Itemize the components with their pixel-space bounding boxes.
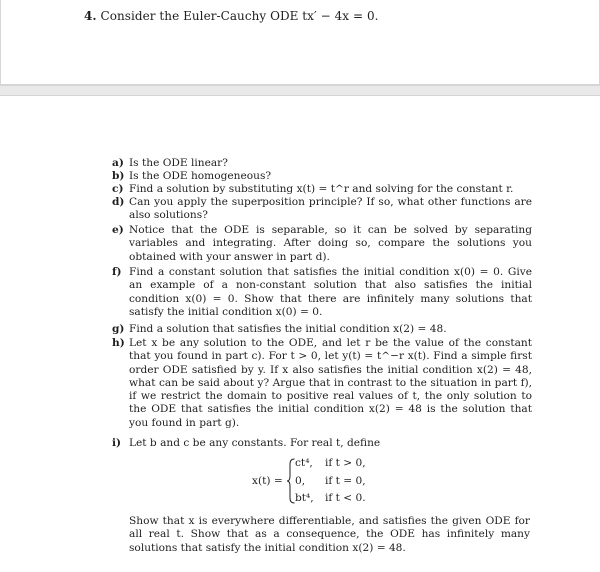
part-text: Let x be any solution to the ODE, and let r be the value of the constant that you found in part c). For t > 0, let y(t) = t^−r x(t). Find a simple first order ODE satisfied by y. If x also satisfies the initial condition x(2) = 48, what can be said about y? Argue that in contrast to the situation in part f), if we restrict the domain to positive real values of t, the only solution to the ODE that satisfies the initial condition x(2) = 48 is the solution that you found in part g). [129, 337, 532, 429]
part-label: g) [112, 323, 125, 335]
part-i [112, 437, 532, 450]
part-label: d) [112, 196, 125, 208]
part-text: Find a constant solution that satisfies the initial condition x(0) = 0. Give an example of a non-constant solution that also satisfies the initial condition x(0) = 0. Show that there are infinitely many solutions that satisfy the initial condition x(0) = 0. [129, 266, 532, 318]
piecewise-lhs: x(t) = [252, 475, 283, 487]
piecewise-case [295, 457, 366, 469]
part-text: Is the ODE linear? [129, 157, 228, 169]
piecewise-case [295, 492, 366, 504]
part-text: Notice that the ODE is separable, so it can be solved by separating variables and integrating. After doing so, compare the solutions you obtained with your answer in part d). [129, 224, 532, 263]
case-condition: if t = 0, [325, 475, 366, 487]
case-expression: ct⁴, [295, 457, 313, 469]
part-c [112, 183, 532, 196]
part-label: c) [112, 183, 124, 195]
part-b [112, 170, 532, 183]
part-text: Let b and c be any constants. For real t, define [129, 437, 381, 449]
part-f [112, 266, 532, 319]
part-g [112, 323, 532, 336]
part-h [112, 337, 532, 430]
part-label: b) [112, 170, 125, 182]
part-a [112, 157, 532, 170]
piecewise-definition [252, 457, 442, 507]
case-condition: if t > 0, [325, 457, 366, 469]
card-separator [0, 85, 600, 96]
problem-title [84, 9, 379, 23]
part-label: e) [112, 224, 124, 236]
part-text: Find a solution by substituting x(t) = t^r and solving for the constant r. [129, 183, 514, 195]
part-text: Can you apply the superposition principle? If so, what other functions are also solutions? [129, 196, 532, 222]
part-e [112, 224, 532, 264]
problem-statement: Consider the Euler-Cauchy ODE tx′ − 4x = 0. [100, 9, 379, 23]
part-label: h) [112, 337, 125, 349]
piecewise-case [295, 475, 366, 487]
case-expression: 0, [295, 475, 306, 487]
part-label: i) [112, 437, 122, 449]
case-expression: bt⁴, [295, 492, 314, 504]
problem-number: 4. [84, 9, 97, 23]
part-text: Find a solution that satisfies the initial condition x(2) = 48. [129, 323, 447, 335]
part-text: Is the ODE homogeneous? [129, 170, 272, 182]
part-label: a) [112, 157, 124, 169]
case-condition: if t < 0. [325, 492, 366, 504]
part-label: f) [112, 266, 122, 278]
closing-paragraph: Show that x is everywhere differentiable, and satisfies the given ODE for all real t. Show that as a consequence, the ODE has infinitely many solutions that satisfy the initial condition x(2) = 48. [129, 515, 530, 554]
part-d [112, 196, 532, 223]
